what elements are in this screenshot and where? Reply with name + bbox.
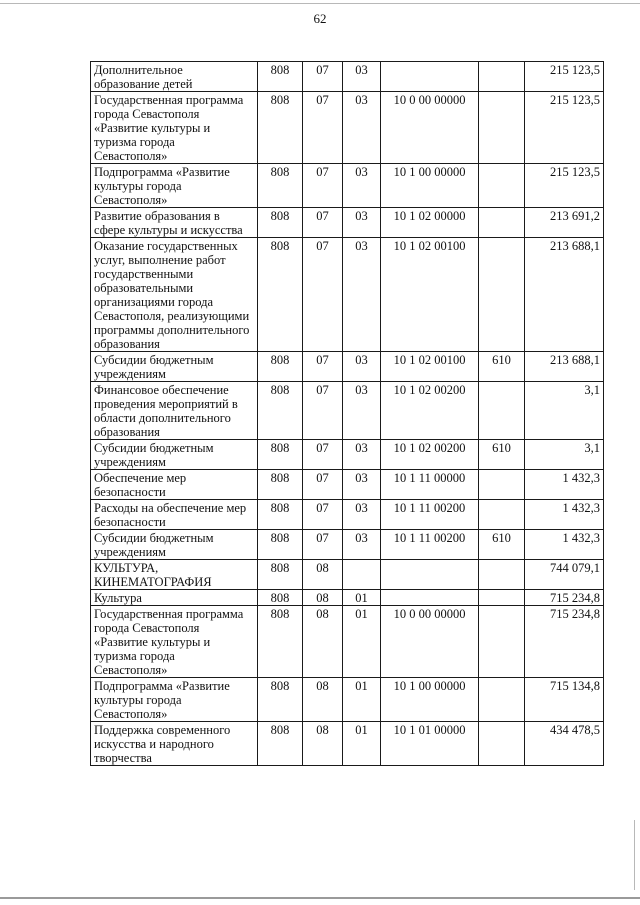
amount-cell: 1 432,3 [525,470,604,500]
expense-type-cell [479,62,525,92]
target-article-cell: 10 1 11 00200 [381,530,479,560]
subsection-code-cell: 03 [343,92,381,164]
amount-cell: 213 688,1 [525,352,604,382]
amount-cell: 213 691,2 [525,208,604,238]
subsection-code-cell: 03 [343,470,381,500]
section-code-cell: 08 [303,678,343,722]
expense-name-cell: Субсидии бюджетным учреждениям [91,352,258,382]
target-article-cell: 10 1 02 00000 [381,208,479,238]
department-code-cell: 808 [258,500,303,530]
amount-cell: 3,1 [525,382,604,440]
department-code-cell: 808 [258,722,303,766]
target-article-cell: 10 1 02 00200 [381,440,479,470]
page-number: 62 [313,11,327,26]
target-article-cell: 10 0 00 00000 [381,92,479,164]
target-article-cell: 10 1 02 00100 [381,352,479,382]
expense-name-cell: КУЛЬТУРА, КИНЕМАТОГРАФИЯ [91,560,258,590]
expense-type-cell: 610 [479,440,525,470]
scan-edge-top [0,3,640,4]
table-row [91,440,604,470]
department-code-cell: 808 [258,606,303,678]
amount-cell: 715 234,8 [525,606,604,678]
scan-edge-right [634,820,635,890]
section-code-cell: 07 [303,382,343,440]
table-row [91,500,604,530]
expense-name-cell: Государственная программа города Севастополя «Развитие культуры и туризма города Севастополя» [91,92,258,164]
section-code-cell: 07 [303,440,343,470]
section-code-cell: 07 [303,530,343,560]
department-code-cell: 808 [258,352,303,382]
expense-type-cell [479,164,525,208]
amount-cell: 3,1 [525,440,604,470]
subsection-code-cell: 01 [343,606,381,678]
expense-type-cell [479,606,525,678]
table-row [91,590,604,606]
expense-type-cell: 610 [479,352,525,382]
table-row [91,678,604,722]
department-code-cell: 808 [258,530,303,560]
amount-cell: 215 123,5 [525,92,604,164]
expense-type-cell [479,92,525,164]
table-row [91,560,604,590]
subsection-code-cell: 01 [343,722,381,766]
subsection-code-cell: 03 [343,208,381,238]
section-code-cell: 07 [303,470,343,500]
table-row [91,530,604,560]
expense-type-cell [479,722,525,766]
table-row [91,606,604,678]
expense-name-cell: Государственная программа города Севастополя «Развитие культуры и туризма города Севастополя» [91,606,258,678]
target-article-cell: 10 1 00 00000 [381,678,479,722]
expense-name-cell: Субсидии бюджетным учреждениям [91,530,258,560]
expense-name-cell: Развитие образования в сфере культуры и искусства [91,208,258,238]
expense-name-cell: Подпрограмма «Развитие культуры города Севастополя» [91,678,258,722]
expense-name-cell: Субсидии бюджетным учреждениям [91,440,258,470]
subsection-code-cell: 03 [343,164,381,208]
budget-table [90,61,604,766]
table-row [91,382,604,440]
expense-type-cell [479,208,525,238]
department-code-cell: 808 [258,440,303,470]
department-code-cell: 808 [258,590,303,606]
department-code-cell: 808 [258,238,303,352]
amount-cell: 715 134,8 [525,678,604,722]
table-row [91,164,604,208]
expense-type-cell: 610 [479,530,525,560]
amount-cell: 1 432,3 [525,500,604,530]
section-code-cell: 08 [303,722,343,766]
budget-table-body [91,62,604,766]
subsection-code-cell: 03 [343,352,381,382]
subsection-code-cell: 03 [343,500,381,530]
target-article-cell [381,560,479,590]
amount-cell: 215 123,5 [525,62,604,92]
table-row [91,470,604,500]
section-code-cell: 07 [303,62,343,92]
subsection-code-cell: 03 [343,530,381,560]
expense-name-cell: Дополнительное образование детей [91,62,258,92]
section-code-cell: 07 [303,500,343,530]
expense-type-cell [479,382,525,440]
department-code-cell: 808 [258,382,303,440]
department-code-cell: 808 [258,92,303,164]
subsection-code-cell: 03 [343,440,381,470]
expense-name-cell: Поддержка современного искусства и народного творчества [91,722,258,766]
subsection-code-cell: 03 [343,238,381,352]
target-article-cell [381,62,479,92]
table-row [91,208,604,238]
department-code-cell: 808 [258,208,303,238]
department-code-cell: 808 [258,164,303,208]
expense-type-cell [479,500,525,530]
subsection-code-cell: 01 [343,590,381,606]
scan-edge-bottom [0,897,640,899]
expense-type-cell [479,678,525,722]
table-row [91,352,604,382]
expense-type-cell [479,560,525,590]
subsection-code-cell: 01 [343,678,381,722]
department-code-cell: 808 [258,470,303,500]
subsection-code-cell [343,560,381,590]
section-code-cell: 08 [303,606,343,678]
department-code-cell: 808 [258,62,303,92]
expense-name-cell: Финансовое обеспечение проведения мероприятий в области дополнительного образования [91,382,258,440]
target-article-cell: 10 1 02 00100 [381,238,479,352]
target-article-cell: 10 1 01 00000 [381,722,479,766]
target-article-cell [381,590,479,606]
expense-type-cell [479,590,525,606]
expense-type-cell [479,470,525,500]
section-code-cell: 07 [303,164,343,208]
target-article-cell: 10 1 11 00200 [381,500,479,530]
section-code-cell: 07 [303,238,343,352]
amount-cell: 215 123,5 [525,164,604,208]
amount-cell: 213 688,1 [525,238,604,352]
section-code-cell: 07 [303,352,343,382]
expense-name-cell: Подпрограмма «Развитие культуры города Севастополя» [91,164,258,208]
table-row [91,92,604,164]
section-code-cell: 08 [303,560,343,590]
section-code-cell: 08 [303,590,343,606]
section-code-cell: 07 [303,208,343,238]
expense-type-cell [479,238,525,352]
target-article-cell: 10 1 11 00000 [381,470,479,500]
table-row [91,62,604,92]
expense-name-cell: Обеспечение мер безопасности [91,470,258,500]
department-code-cell: 808 [258,560,303,590]
expense-name-cell: Культура [91,590,258,606]
table-row [91,722,604,766]
subsection-code-cell: 03 [343,382,381,440]
expense-name-cell: Расходы на обеспечение мер безопасности [91,500,258,530]
amount-cell: 715 234,8 [525,590,604,606]
department-code-cell: 808 [258,678,303,722]
target-article-cell: 10 1 02 00200 [381,382,479,440]
amount-cell: 434 478,5 [525,722,604,766]
expense-name-cell: Оказание государственных услуг, выполнение работ государственными образовательными организациями города Севастополя, реализующими программы дополнительного образования [91,238,258,352]
amount-cell: 744 079,1 [525,560,604,590]
target-article-cell: 10 0 00 00000 [381,606,479,678]
target-article-cell: 10 1 00 00000 [381,164,479,208]
table-row [91,238,604,352]
section-code-cell: 07 [303,92,343,164]
subsection-code-cell: 03 [343,62,381,92]
amount-cell: 1 432,3 [525,530,604,560]
